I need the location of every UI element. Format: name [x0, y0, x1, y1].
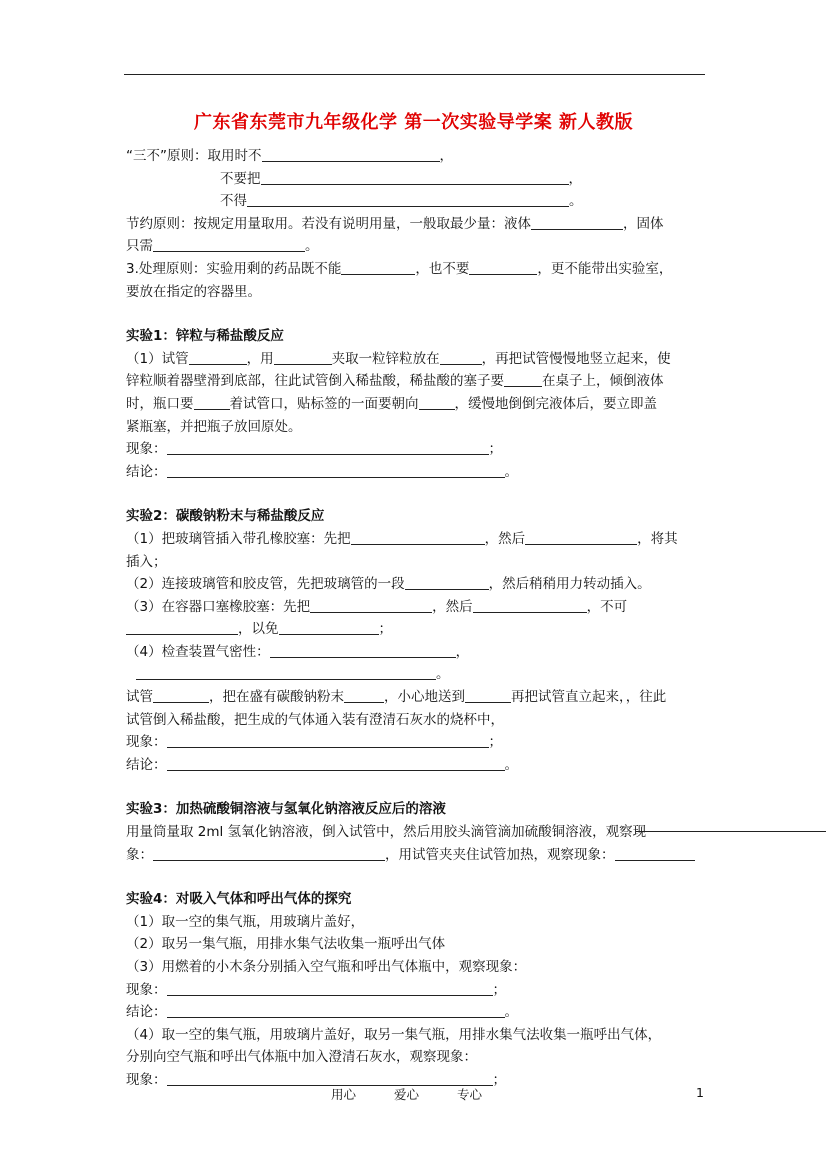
exp2-step-1b: 插入； — [126, 553, 167, 570]
blank[interactable] — [310, 598, 432, 613]
exp1-text: 在桌子上，倾倒液体 — [542, 373, 664, 390]
exp1-text: 锌粒顺着器壁滑到底部，往此试管倒入稀盐酸，稀盐酸的塞子要 — [126, 373, 504, 390]
exp2-step-3 — [126, 596, 716, 619]
exp1-conclusion — [126, 461, 716, 484]
blank[interactable] — [440, 350, 482, 365]
punct: 。 — [436, 666, 450, 683]
exp2-conclusion — [126, 754, 716, 777]
blank[interactable] — [274, 350, 332, 365]
exp1-heading: 实验1：锌粒与稀盐酸反应 — [126, 328, 284, 345]
exp4-heading: 实验4：对吸入气体和呼出气体的探究 — [126, 891, 352, 908]
exp2-step-2 — [126, 573, 716, 596]
exp2-text: ，将其 — [637, 530, 678, 547]
exp2-text: （4）检查装置气密性： — [126, 643, 270, 660]
conclusion-label: 结论： — [126, 463, 167, 480]
punct: 。 — [569, 193, 583, 210]
exp4-conclusion — [126, 1001, 716, 1024]
punct: 。 — [504, 1004, 518, 1021]
conclusion-blank[interactable] — [167, 1003, 505, 1018]
exp2-text: ，小心地送到 — [384, 689, 465, 706]
sanbu-line-1 — [126, 145, 716, 168]
sanbu-label: “三不”原则：取用时不 — [126, 148, 262, 164]
exp2-text: 再把试管直立起来，，往此 — [511, 689, 667, 706]
blank[interactable] — [247, 192, 569, 207]
blank[interactable] — [615, 846, 695, 861]
footer-motto — [331, 1085, 516, 1103]
save-text: 只需 — [126, 238, 153, 255]
punct: ， — [455, 643, 470, 660]
blank[interactable] — [189, 350, 247, 365]
exp2-step-1 — [126, 528, 716, 551]
observation-blank[interactable] — [167, 1071, 493, 1086]
save-line-1 — [126, 213, 716, 236]
exp2-text: ，然后 — [484, 530, 526, 547]
blank[interactable] — [270, 643, 456, 658]
exp1-line-2 — [126, 370, 716, 393]
sanbu-3: 不得 — [220, 193, 247, 210]
save-text: ，固体 — [623, 215, 664, 232]
exp1-text: ，用 — [246, 350, 274, 367]
punct: 。 — [504, 463, 518, 480]
exp3-text: ，用试管夹夹住试管加热，观察现象： — [385, 846, 615, 863]
header-rule — [124, 74, 705, 75]
exp1-text: （1）试管 — [126, 350, 189, 367]
observation-label: 现象： — [126, 441, 167, 458]
exp4-step-4a: （4）取一空的集气瓶，用玻璃片盖好，取另一集气瓶，用排水集气法收集一瓶呼出气体， — [126, 1026, 662, 1043]
exp2-text: （2）连接玻璃管和胶皮管，先把玻璃管的一段 — [126, 576, 405, 593]
footer-item: 爱心 — [394, 1087, 420, 1102]
exp2-heading: 实验2：碳酸钠粉末与稀盐酸反应 — [126, 508, 325, 525]
save-line-2 — [126, 235, 716, 258]
exp1-line-4: 紧瓶塞，并把瓶子放回原处。 — [126, 418, 302, 435]
observation-blank[interactable] — [167, 981, 493, 996]
exp2-text: 试管 — [126, 689, 153, 706]
page-number: 1 — [696, 1085, 704, 1100]
exp1-text: ，再把试管慢慢地竖立起来，使 — [481, 350, 671, 367]
blank[interactable] — [153, 688, 209, 703]
blank[interactable] — [351, 530, 485, 545]
sanbu-line-2 — [126, 168, 716, 191]
exp3-line-2 — [126, 844, 716, 867]
exp1-text: 着试管口，贴标签的一面要朝向 — [229, 395, 419, 412]
document-title: 广东省东莞市九年级化学 第一次实验导学案 新人教版 — [193, 112, 634, 133]
exp1-observation — [126, 438, 716, 461]
footer-item: 用心 — [331, 1087, 357, 1102]
blank[interactable] — [419, 395, 455, 410]
blank[interactable] — [465, 688, 511, 703]
blank[interactable] — [153, 237, 305, 252]
exp2-step-4 — [126, 641, 716, 664]
exp3-heading: 实验3：加热硫酸铜溶液与氢氧化钠溶液反应后的溶液 — [126, 801, 446, 818]
handle-text: 要放在指定的容器里。 — [126, 283, 261, 300]
save-text: 节约原则：按规定用量取用。若没有说明用量，一般取最少量：液体 — [126, 215, 531, 232]
conclusion-blank[interactable] — [167, 463, 505, 478]
punct: ， — [439, 148, 453, 164]
blank[interactable] — [194, 395, 230, 410]
blank[interactable] — [153, 846, 385, 861]
exp2-step-3b — [126, 618, 716, 641]
blank[interactable] — [262, 147, 440, 162]
observation-label: 现象： — [126, 981, 167, 998]
exp2-text: （1）把玻璃管插入带孔橡胶塞：先把 — [126, 530, 351, 547]
exp2-text-1 — [126, 686, 716, 709]
blank[interactable] — [344, 688, 384, 703]
conclusion-label: 结论： — [126, 756, 167, 773]
exp2-text: ，然后 — [432, 598, 473, 615]
exp3-text: 象： — [126, 846, 153, 863]
exp1-line-1 — [126, 348, 716, 371]
exp2-text: ，然后稍稍用力转动插入。 — [488, 576, 651, 593]
handle-text: 3.处理原则：实验用剩的药品既不能 — [126, 260, 342, 277]
exp3-line-1: 用量筒量取 2ml 氢氧化钠溶液，倒入试管中，然后用胶头滴管滴加硫酸铜溶液，观察现 — [126, 824, 647, 841]
footer-item: 专心 — [457, 1087, 483, 1102]
punct: ； — [488, 734, 502, 751]
exp2-observation — [126, 731, 716, 754]
blank[interactable] — [261, 170, 569, 185]
blank[interactable] — [136, 665, 436, 680]
handle-text: ，更不能带出实验室， — [537, 260, 673, 277]
exp1-text: 夹取一粒锌粒放在 — [331, 350, 440, 367]
blank[interactable] — [473, 598, 587, 613]
blank[interactable] — [504, 372, 542, 387]
exp4-observation — [126, 979, 716, 1002]
blank[interactable] — [341, 260, 415, 275]
sanbu-2: 不要把 — [220, 170, 261, 187]
exp2-text: ，把在盛有碳酸钠粉末 — [209, 689, 344, 706]
observation-label: 现象： — [126, 1071, 167, 1088]
punct: 。 — [504, 756, 518, 773]
handle-line-1 — [126, 258, 716, 281]
handle-text: ，也不要 — [415, 260, 470, 277]
blank[interactable] — [525, 530, 637, 545]
blank[interactable] — [405, 575, 489, 590]
punct: ， — [568, 170, 582, 187]
punct: 。 — [305, 238, 319, 255]
observation-blank[interactable] — [167, 733, 489, 748]
punct: ； — [492, 1071, 506, 1088]
observation-blank[interactable] — [167, 440, 489, 455]
punct: ； — [378, 621, 392, 638]
exp1-text: 时，瓶口要 — [126, 395, 194, 412]
exp2-text: （3）在容器口塞橡胶塞：先把 — [126, 598, 311, 615]
exp2-text-2: 试管倒入稀盐酸，把生成的气体通入装有澄清石灰水的烧杯中， — [126, 711, 504, 728]
exp4-step-1: （1）取一空的集气瓶，用玻璃片盖好， — [126, 913, 365, 930]
blank[interactable] — [279, 620, 379, 635]
exp2-step-4b — [126, 663, 716, 686]
punct: ； — [492, 981, 506, 998]
handle-line-2 — [126, 281, 716, 304]
conclusion-label: 结论： — [126, 1004, 167, 1021]
blank[interactable] — [126, 620, 238, 635]
blank[interactable] — [469, 260, 537, 275]
exp2-text: ，不可 — [586, 598, 628, 615]
observation-label: 现象： — [126, 734, 167, 751]
exp1-text: ，缓慢地倒倒完液体后，要立即盖 — [454, 395, 657, 412]
exp1-line-3 — [126, 393, 716, 416]
exp2-text: ，以免 — [238, 621, 279, 638]
exp3-extended-blank[interactable] — [636, 831, 826, 832]
conclusion-blank[interactable] — [167, 756, 505, 771]
exp4-step-2: （2）取另一集气瓶，用排水集气法收集一瓶呼出气体 — [126, 936, 446, 953]
punct: ； — [488, 441, 502, 458]
sanbu-line-3 — [126, 190, 716, 213]
exp4-step-4b: 分别向空气瓶和呼出气体瓶中加入澄清石灰水，观察现象： — [126, 1049, 477, 1066]
blank[interactable] — [531, 215, 623, 230]
document-body — [126, 145, 716, 1092]
exp4-step-3: （3）用燃着的小木条分别插入空气瓶和呼出气体瓶中，观察现象： — [126, 959, 527, 975]
